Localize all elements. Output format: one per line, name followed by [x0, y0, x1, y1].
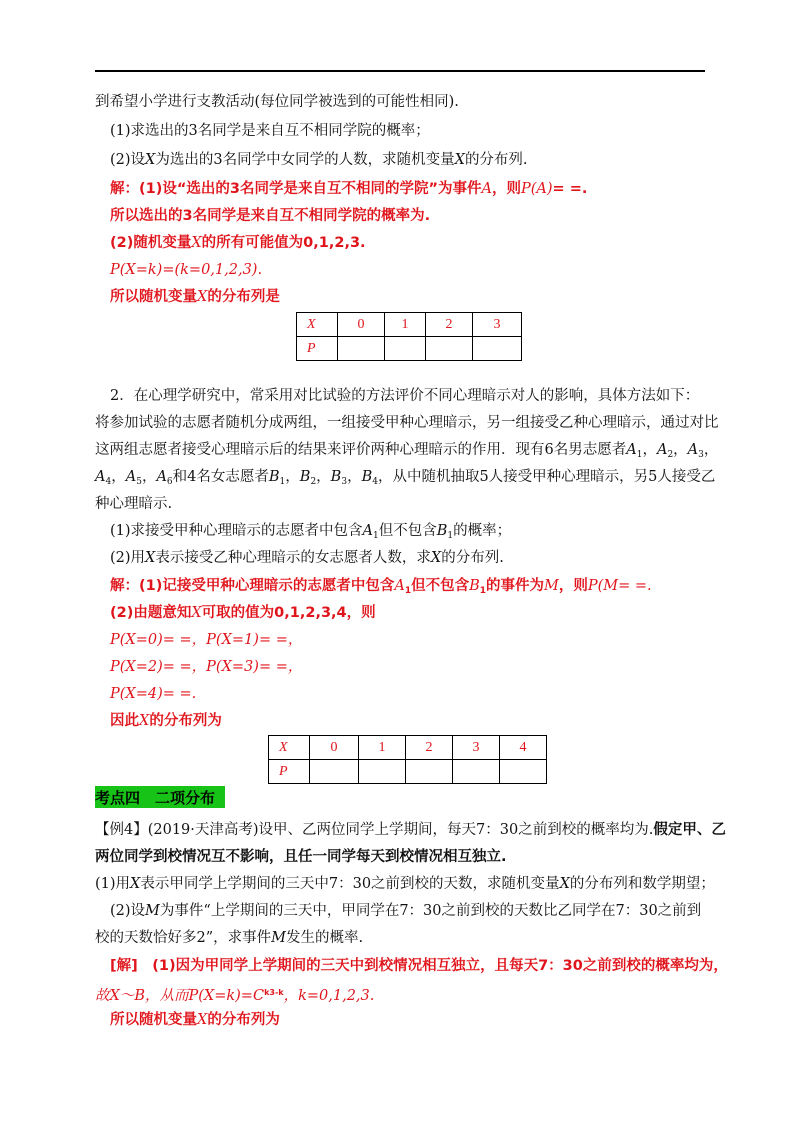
problem1-distribution-table: [296, 312, 522, 361]
table-row: [297, 313, 522, 337]
table-cell: 1: [359, 736, 406, 760]
table-cell: [473, 337, 522, 361]
problem1-solution-line5: 所以随机变量X的分布列是: [110, 289, 280, 305]
table-cell: 0: [310, 736, 359, 760]
section-heading: 考点四 二项分布: [95, 786, 225, 808]
problem1-solution-line4: P(X=k)=(k=0,1,2,3).: [110, 262, 263, 278]
table-header-x: X: [269, 736, 310, 760]
table-header-p: P: [269, 760, 310, 784]
problem1-question1: (1)求选出的3名同学是来自互不相同学院的概率；: [110, 123, 430, 139]
example4-solution-line2: 故X～B，从而$P(X=k)=C^{k3-k}$，k=0,1,2,3.: [95, 988, 375, 1004]
example4-line2: 两位同学到校情况互不影响，且任一同学每天到校情况相互独立.: [95, 849, 507, 865]
table-header-p: P: [297, 337, 338, 361]
table-cell: [406, 760, 453, 784]
example4-solution-line1: [解] (1)因为甲同学上学期间的三天中到校情况相互独立，且每天7：30之前到校的概率均为，: [110, 958, 728, 974]
table-row: [297, 337, 522, 361]
problem1-intro-tail: 到希望小学进行支教活动(每位同学被选到的可能性相同).: [95, 94, 459, 110]
table-cell: 0: [338, 313, 385, 337]
problem2-solution-line6: 因此X的分布列为: [110, 713, 222, 729]
table-cell: 3: [473, 313, 522, 337]
problem2-solution-line1: 解：(1)记接受甲种心理暗示的志愿者中包含$A_1$但不包含$B_1$的事件为M，则P(M= =.: [110, 578, 652, 596]
example4-question2-line2: 校的天数恰好多2”，求事件M发生的概率.: [95, 930, 364, 946]
problem2-question1: (1)求接受甲种心理暗示的志愿者中包含$A_1$但不包含$B_1$的概率；: [110, 523, 512, 541]
table-cell: [310, 760, 359, 784]
header-rule: [95, 70, 705, 72]
problem2-solution-line3: P(X=0)= =，P(X=1)= =，: [110, 632, 303, 648]
table-row: [269, 736, 547, 760]
problem2-solution-line5: P(X=4)= =.: [110, 686, 197, 702]
problem1-solution-line2: 所以选出的3名同学是来自互不相同学院的概率为.: [110, 208, 431, 224]
problem1-solution-line1: 解：(1)设“选出的3名同学是来自互不相同的学院”为事件A，则P(A)= =.: [110, 181, 588, 197]
table-cell: 2: [406, 736, 453, 760]
problem2-line5: 种心理暗示.: [95, 496, 173, 512]
table-cell: [426, 337, 473, 361]
table-cell: 2: [426, 313, 473, 337]
problem2-line4: $A_4$，$A_5$，$A_6$和4名女志愿者$B_1$，$B_2$，$B_3$，$B_4$，从中随机抽取5人接受甲种心理暗示，另5人接受乙: [95, 469, 716, 487]
example4-question1: (1)用X表示甲同学上学期间的三天中7：30之前到校的天数，求随机变量X的分布列和数学期望；: [95, 876, 715, 892]
problem1-solution-line3: (2)随机变量X的所有可能值为0,1,2,3.: [110, 235, 366, 251]
problem2-solution-line2: (2)由题意知X可取的值为0,1,2,3,4，则: [110, 605, 376, 621]
table-cell: [500, 760, 547, 784]
problem2-line1: 2．在心理学研究中，常采用对比试验的方法评价不同心理暗示对人的影响，具体方法如下：: [110, 388, 700, 404]
problem2-distribution-table: [268, 735, 547, 784]
example4-question2-line1: (2)设M为事件“上学期间的三天中，甲同学在7：30之前到校的天数比乙同学在7：30之前到: [110, 903, 702, 919]
problem1-question2: (2)设X为选出的3名同学中女同学的人数，求随机变量X的分布列.: [110, 152, 528, 168]
problem2-question2: (2)用X表示接受乙种心理暗示的女志愿者人数，求X的分布列.: [110, 550, 504, 566]
table-cell: [385, 337, 426, 361]
table-cell: 1: [385, 313, 426, 337]
table-row: [269, 760, 547, 784]
problem2-solution-line4: P(X=2)= =，P(X=3)= =，: [110, 659, 303, 675]
problem2-line2: 将参加试验的志愿者随机分成两组，一组接受甲种心理暗示，另一组接受乙种心理暗示，通过对比: [95, 415, 719, 431]
table-cell: [359, 760, 406, 784]
problem2-line3: 这两组志愿者接受心理暗示后的结果来评价两种心理暗示的作用．现有6名男志愿者$A_1$，$A_2$，$A_3$，: [95, 442, 719, 460]
example4-line1: 【例4】(2019·天津高考)设甲、乙两位同学上学期间，每天7：30之前到校的概率均为.假定甲、乙: [95, 822, 726, 838]
table-cell: [338, 337, 385, 361]
table-cell: 4: [500, 736, 547, 760]
table-cell: 3: [453, 736, 500, 760]
example4-solution-line3: 所以随机变量X的分布列为: [110, 1012, 280, 1028]
table-header-x: X: [297, 313, 338, 337]
table-cell: [453, 760, 500, 784]
